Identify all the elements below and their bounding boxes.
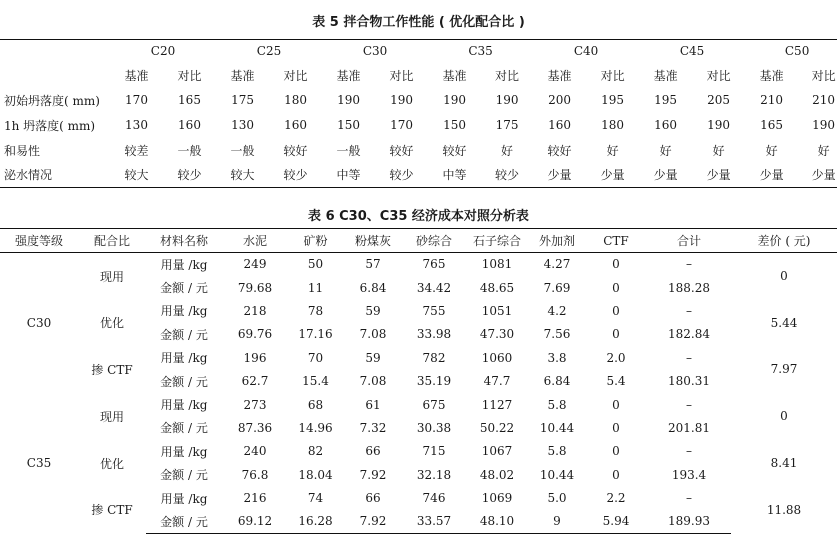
sub-header-compare: 对比 [283,68,308,83]
column-header: 矿粉 [288,229,343,253]
table-cell: 1069 [481,491,513,506]
row-label: 1h 坍落度( mm) [4,118,96,133]
table-cell: 170 [125,93,148,107]
table-cell: 76.8 [241,467,269,482]
table-cell: 7.92 [343,510,403,533]
table-cell: 188.28 [668,280,710,295]
table-cell: 273 [243,397,267,412]
table-cell: 32.18 [416,467,452,482]
unit-amount-label: 金额 / 元 [160,468,208,483]
table-cell: 210 [812,93,836,107]
table-cell: 较好 [442,143,467,158]
table-row [0,346,837,369]
table-cell: 190 [812,118,836,132]
table5-corner-2 [0,63,110,88]
row-label: 和易性 [4,143,41,158]
column-header: 强度等级 [0,229,78,253]
unit-amount-label: 金额 / 元 [160,327,208,342]
table-cell: 78 [307,303,324,318]
unit-dosage-label: 用量 /kg [160,257,208,272]
table-row [0,88,837,113]
table-cell: – [686,350,692,365]
sub-header-baseline: 基准 [124,68,149,83]
table-cell: 0 [612,397,620,412]
mix-name-cell: 优化 [99,456,124,471]
sub-header-baseline: 基准 [442,68,467,83]
price-diff-cell: 0 [780,269,788,284]
table-cell: – [686,491,692,506]
table-row [0,486,837,509]
table-row [0,163,837,188]
table-cell: 210 [760,93,784,107]
table-cell: 少量 [692,163,745,188]
table5-caption: 表 5 拌合物工作性能 ( 优化配合比 ) [312,15,525,30]
table-cell: 1067 [481,444,513,459]
table-cell: 68 [307,397,324,412]
table-row [0,253,837,276]
column-header: 配合比 [78,229,146,253]
column-header: 外加剂 [529,229,585,253]
table-cell: 5.0 [547,491,567,506]
table-cell: 59 [365,350,381,365]
column-header: 粉煤灰 [343,229,403,253]
table-cell: 190 [495,93,519,107]
column-header: 材料名称 [146,229,222,253]
price-diff-cell: 5.44 [770,315,798,330]
table-cell: 2.0 [606,350,626,365]
table-cell: 好 [712,143,725,158]
table-cell: 30.38 [416,420,452,435]
table-cell: 195 [654,93,678,107]
table-cell: 好 [606,143,619,158]
table-cell: 较大 [216,163,269,188]
sub-header-compare: 对比 [177,68,202,83]
column-header: 砂综合 [403,229,465,253]
table-cell: 4.27 [543,257,571,272]
table-cell: 87.36 [237,420,273,435]
table-cell: 175 [495,118,519,132]
table-cell: 150 [337,118,360,132]
mix-name-cell: 优化 [99,316,124,331]
table-cell: 17.16 [298,327,333,342]
table-cell: 较少 [163,163,216,188]
table-cell: 7.92 [359,467,387,482]
table-cell: 较少 [375,163,428,188]
table-cell: 205 [707,93,731,107]
table-cell: 少量 [586,163,639,188]
unit-dosage-label: 用量 /kg [160,351,208,366]
table-cell: 11 [307,280,324,295]
table6 [0,228,837,534]
table-cell: 50.22 [479,420,515,435]
table-cell: 69.12 [222,510,288,533]
table-cell: 175 [231,93,254,107]
table-cell: – [686,444,692,459]
unit-dosage-label: 用量 /kg [160,398,208,413]
table-row [0,113,837,138]
table-cell: 69.76 [237,327,273,342]
table-cell: 216 [243,491,267,506]
table-cell: 200 [548,93,572,107]
table-cell: 150 [443,118,466,132]
sub-header-baseline: 基准 [336,68,361,83]
unit-dosage-label: 用量 /kg [160,491,208,506]
table-cell: 82 [307,444,324,459]
sub-header-compare: 对比 [706,68,731,83]
column-header: 石子综合 [465,229,529,253]
table-cell: 5.94 [585,510,647,533]
sub-header-compare: 对比 [600,68,625,83]
table-cell: 少量 [639,163,692,188]
table-cell: 7.08 [359,327,387,342]
price-diff-cell: 11.88 [766,502,802,517]
table-cell: 66 [365,444,381,459]
table-cell: – [686,397,692,412]
table-cell: 57 [365,257,381,272]
table-cell: 5.4 [606,374,626,389]
table-cell: 中等 [322,163,375,188]
table-cell: 249 [243,257,267,272]
table-cell: 180 [601,118,625,132]
table-cell: 2.2 [606,491,626,506]
table-cell: 50 [307,257,324,272]
table-cell: 好 [501,143,514,158]
sub-header-compare: 对比 [495,68,520,83]
table-cell: 195 [601,93,625,107]
table-cell: 较好 [283,143,308,158]
table-cell: 18.04 [298,467,333,482]
table-cell: 16.28 [288,510,343,533]
table-cell: – [686,257,692,272]
table6-caption: 表 6 C30、C35 经济成本对照分析表 [308,209,529,224]
table-cell: 1060 [481,350,513,365]
table-cell: 9 [529,510,585,533]
price-diff-cell: 8.41 [770,456,798,471]
table-cell: 少量 [745,163,798,188]
grade-cell: C30 [26,315,52,330]
table-cell: 33.57 [403,510,465,533]
table-cell: 1081 [481,257,513,272]
table-cell: 较好 [389,143,414,158]
table-cell: 0 [612,420,620,435]
sub-header-baseline: 基准 [653,68,678,83]
table-cell: 5.8 [547,444,567,459]
table-cell: 165 [760,118,784,132]
table-cell: 675 [422,397,446,412]
table-cell: 较差 [124,143,149,158]
table-cell: 7.08 [359,374,387,389]
table-cell: 48.10 [465,510,529,533]
table-cell: 5.8 [547,397,567,412]
table-cell: 0 [612,327,620,342]
grade-cell: C35 [26,456,52,471]
table-cell: 少量 [798,163,837,188]
price-diff-cell: 7.97 [770,362,798,377]
table-row [0,440,837,463]
table-cell: 74 [307,491,324,506]
table-cell: 160 [178,118,201,132]
table-cell: 755 [422,303,446,318]
table-cell: 一般 [177,143,202,158]
table-cell: 4.2 [547,303,567,318]
unit-amount-label: 金额 / 元 [160,421,208,436]
grade-header: C40 [533,40,639,63]
grade-header: C45 [639,40,745,63]
price-diff-cell: 0 [780,409,788,424]
table-cell: 较少 [481,163,533,188]
column-header: 差价 ( 元) [731,229,837,253]
table-cell: 196 [243,350,267,365]
sub-header-compare: 对比 [811,68,836,83]
grade-header: C35 [428,40,533,63]
sub-header-baseline: 基准 [759,68,784,83]
table-row [0,138,837,163]
table-cell: 0 [612,280,620,295]
unit-dosage-label: 用量 /kg [160,444,208,459]
table-cell: 1051 [481,303,513,318]
grade-header: C20 [110,40,216,63]
table-cell: 160 [654,118,678,132]
table-cell: 62.7 [241,374,269,389]
table-cell: 34.42 [416,280,452,295]
unit-amount-label: 金额 / 元 [146,510,222,533]
table-cell: 189.93 [647,510,731,533]
table-cell: 240 [243,444,267,459]
unit-dosage-label: 用量 /kg [160,304,208,319]
mix-name-cell: 掺 CTF [91,362,133,377]
mix-name-cell: 现用 [99,269,124,284]
table-cell: 48.65 [479,280,515,295]
table-cell: 0 [612,467,620,482]
table-cell: 47.30 [479,327,515,342]
table-cell: 0 [612,257,620,272]
table-cell: 6.84 [543,374,571,389]
table-cell: 1127 [481,397,513,412]
table5-corner [0,40,110,63]
row-label: 泌水情况 [0,163,110,188]
table-cell: 160 [548,118,572,132]
table-cell: 35.19 [416,374,452,389]
table-cell: 190 [390,93,413,107]
table-cell: 782 [422,350,446,365]
table-cell: – [686,303,692,318]
sub-header-compare: 对比 [389,68,414,83]
unit-amount-label: 金额 / 元 [160,281,208,296]
sub-header-baseline: 基准 [230,68,255,83]
table-cell: 715 [422,444,446,459]
mix-name-cell: 现用 [99,409,124,424]
table-cell: 130 [231,118,254,132]
grade-header: C50 [745,40,837,63]
grade-header: C30 [322,40,428,63]
table-cell: 10.44 [539,467,575,482]
table-cell: 33.98 [416,327,452,342]
mix-name-cell: 掺 CTF [91,503,133,518]
table-cell: 一般 [336,143,361,158]
table-cell: 218 [243,303,267,318]
grade-header: C25 [216,40,322,63]
unit-amount-label: 金额 / 元 [160,374,208,389]
table-cell: 少量 [533,163,586,188]
table-cell: 较好 [547,143,572,158]
table-cell: 好 [817,143,830,158]
table-cell: 较少 [269,163,322,188]
column-header: CTF [585,229,647,253]
table-cell: 10.44 [539,420,575,435]
table-cell: 182.84 [668,327,710,342]
table-cell: 190 [337,93,360,107]
table-cell: 66 [365,491,381,506]
table-cell: 好 [765,143,778,158]
table-cell: 3.8 [547,350,567,365]
column-header: 合计 [647,229,731,253]
table-cell: 48.02 [479,467,515,482]
table-cell: 6.84 [359,280,387,295]
row-label: 初始坍落度( mm) [4,93,100,108]
table-cell: 180 [284,93,307,107]
table-row [0,299,837,322]
table-cell: 165 [178,93,201,107]
table-cell: 0 [612,303,620,318]
table-cell: 较大 [110,163,163,188]
table-cell: 201.81 [668,420,710,435]
table-cell: 14.96 [298,420,333,435]
table-cell: 7.69 [543,280,571,295]
table-cell: 79.68 [237,280,273,295]
table-cell: 7.32 [359,420,387,435]
table-cell: 一般 [230,143,255,158]
column-header: 水泥 [222,229,288,253]
table-cell: 15.4 [302,374,329,389]
table-cell: 160 [284,118,307,132]
sub-header-baseline: 基准 [547,68,572,83]
table-cell: 193.4 [671,467,707,482]
table-cell: 170 [390,118,413,132]
table-cell: 中等 [428,163,481,188]
table-cell: 130 [125,118,148,132]
table-cell: 47.7 [483,374,511,389]
table-cell: 190 [707,118,731,132]
table-cell: 7.56 [543,327,571,342]
table-cell: 765 [422,257,446,272]
table-cell: 0 [612,444,620,459]
table-cell: 180.31 [668,374,710,389]
table-cell: 70 [307,350,324,365]
table5 [0,39,837,188]
table-row [0,393,837,416]
table-cell: 746 [422,491,446,506]
table-cell: 59 [365,303,381,318]
table-cell: 61 [365,397,381,412]
table-cell: 好 [659,143,672,158]
table-cell: 190 [443,93,466,107]
